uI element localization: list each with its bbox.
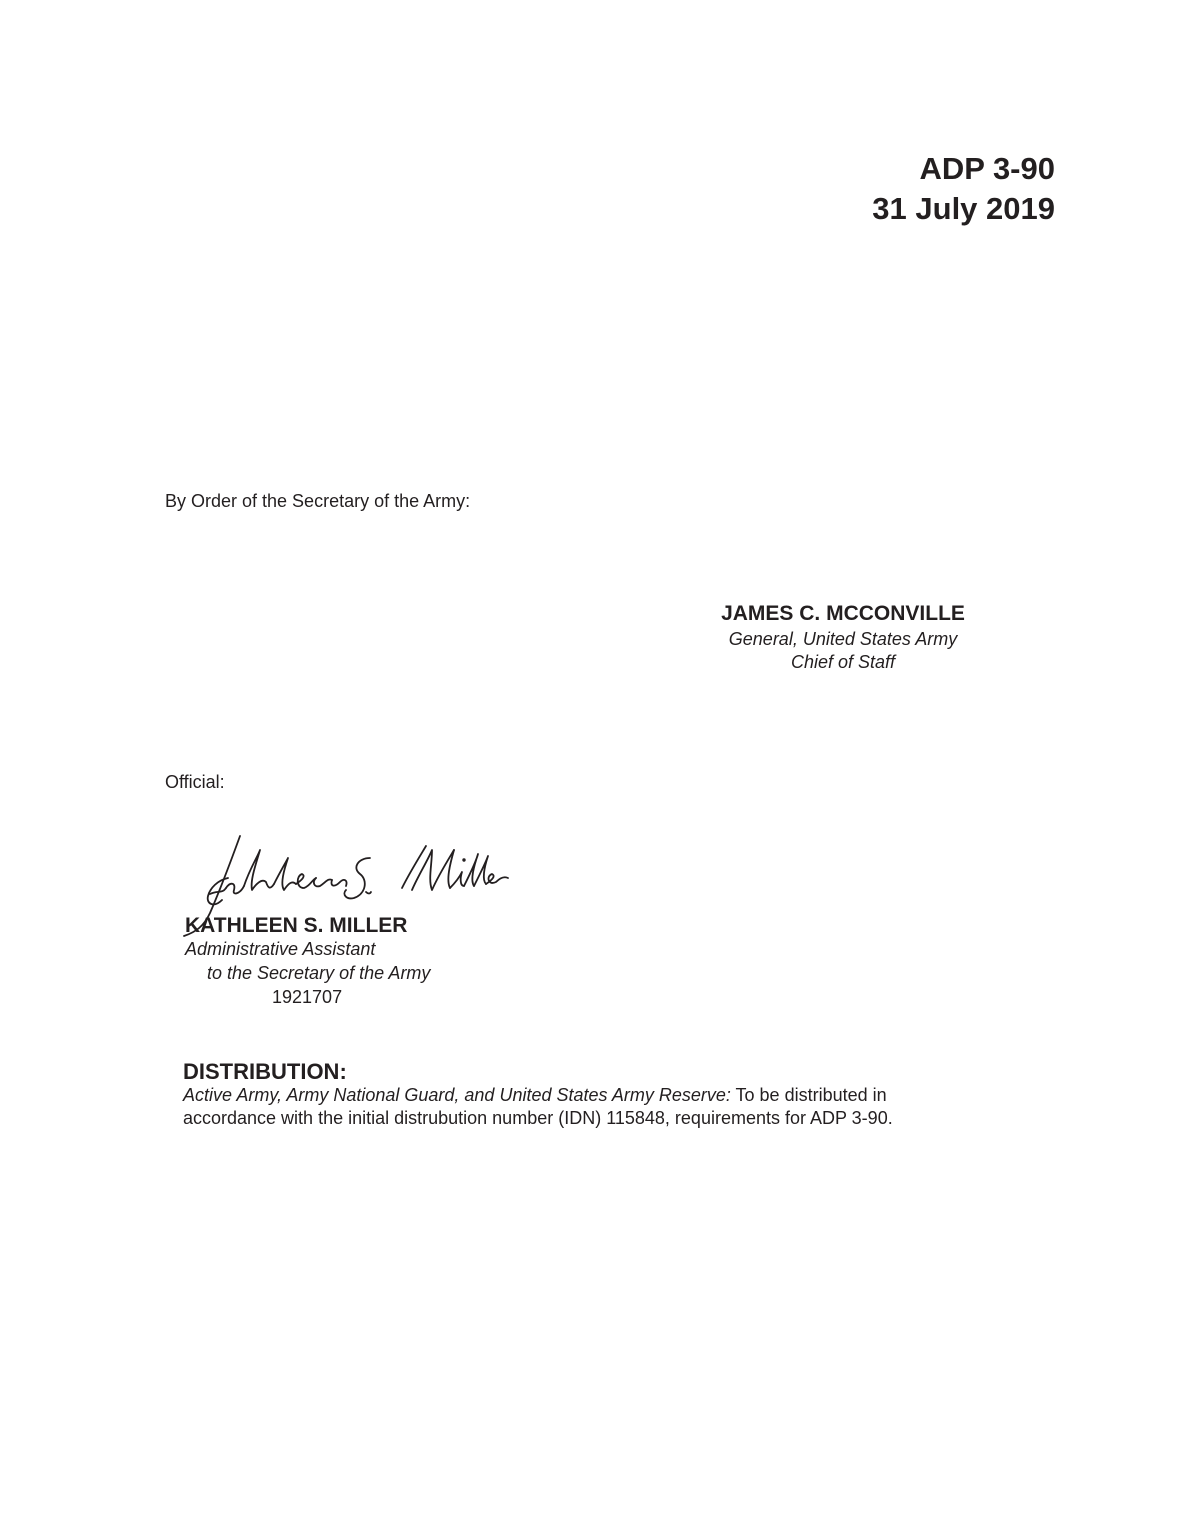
chief-title-line-1: General, United States Army bbox=[728, 629, 958, 649]
chief-title-line-2: Chief of Staff bbox=[790, 652, 896, 672]
official-title-line-1: Administrative Assistant bbox=[185, 939, 376, 959]
document-date: 31 July 2019 bbox=[872, 191, 1055, 226]
official-name: KATHLEEN S. MILLER bbox=[185, 914, 408, 937]
authority-line: By Order of the Secretary of the Army: bbox=[165, 491, 471, 511]
official-title-line-2: to the Secretary of the Army bbox=[207, 963, 431, 983]
document-number: ADP 3-90 bbox=[919, 151, 1055, 186]
distribution-line-2: accordance with the initial distrubution number (IDN) 115848, requirements for ADP 3-90. bbox=[183, 1108, 893, 1128]
official-number: 1921707 bbox=[272, 987, 343, 1007]
distribution-audience: Active Army, Army National Guard, and United States Army Reserve: bbox=[183, 1085, 731, 1105]
chief-name: JAMES C. MCCONVILLE bbox=[721, 602, 965, 625]
official-label: Official: bbox=[165, 772, 225, 792]
distribution-line-1 bbox=[183, 1084, 887, 1107]
distribution-heading: DISTRIBUTION: bbox=[183, 1059, 347, 1084]
distribution-line-1-rest: To be distributed in bbox=[730, 1085, 887, 1105]
chief-of-staff-block bbox=[690, 600, 996, 674]
